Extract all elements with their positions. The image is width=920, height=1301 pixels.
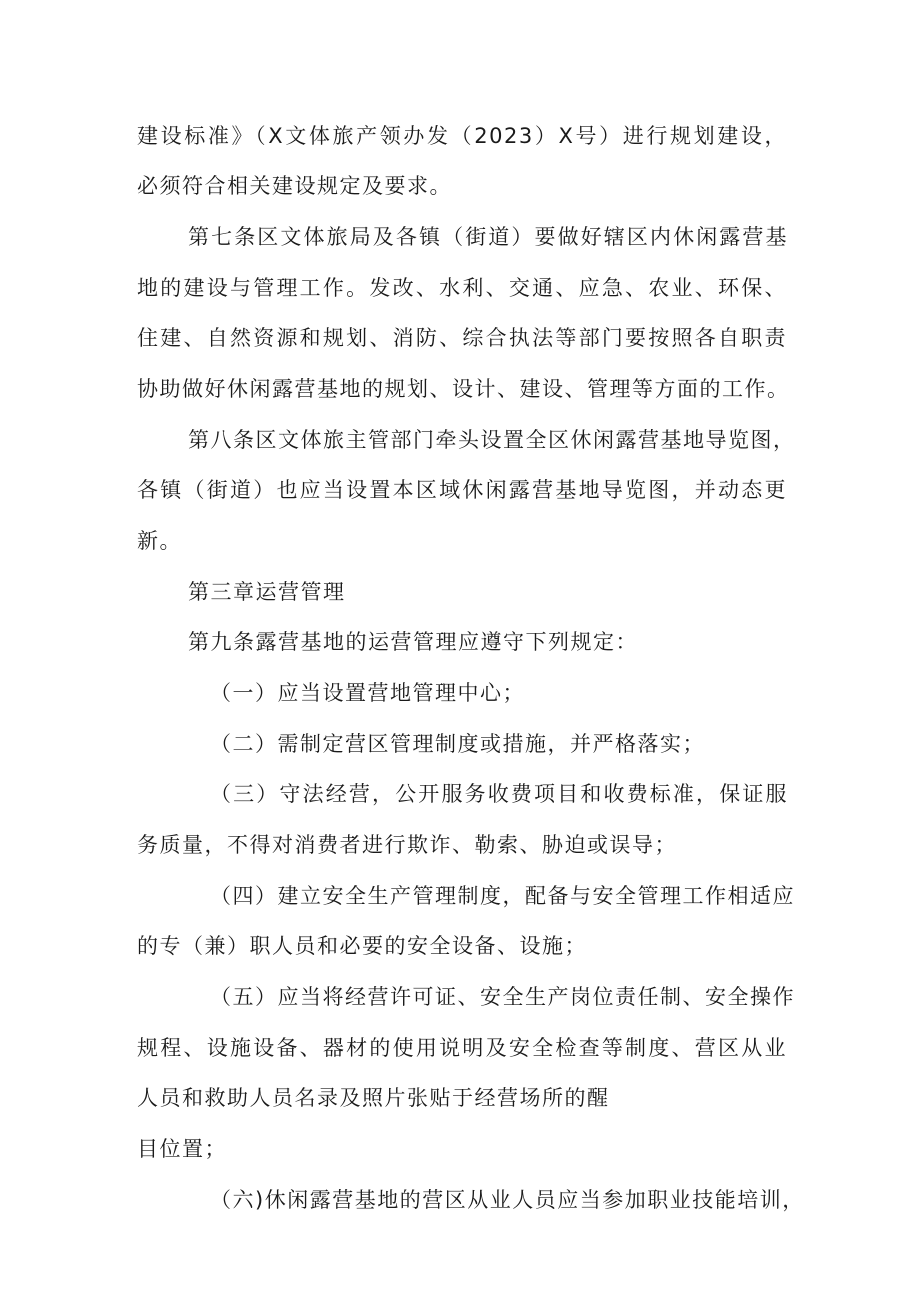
text-line: 各镇（街道）也应当设置本区域休闲露营基地导览图，并动态更 [137,478,787,502]
text-line: 第八条区文体旅主管部门牵头设置全区休闲露营基地导览图， [188,428,796,452]
text-line: 人员和救助人员名录及照片张贴于经营场所的醒 [137,1086,610,1110]
text-line: 的专（兼）职人员和必要的安全设备、设施； [137,934,587,958]
text-line: 规程、设施设备、器材的使用说明及安全检查等制度、营区从业 [137,1036,787,1060]
text-line: 住建、自然资源和规划、消防、综合执法等部门要按照各自职责 [137,326,787,350]
text-line: 必须符合相关建设规定及要求。 [137,174,452,198]
text-line: 地的建设与管理工作。发改、水利、交通、应急、农业、环保、 [137,276,787,300]
text-line: 新。 [137,529,182,553]
list-item: （三）守法经营，公开服务收费项目和收费标准，保证服 [210,782,788,806]
text-line: 第七条区文体旅局及各镇（街道）要做好辖区内休闲露营基 [188,225,788,249]
chapter-heading: 第三章运营管理 [188,580,346,604]
text-line: 务质量，不得对消费者进行欺诈、勒索、胁迫或误导； [137,833,677,857]
text-line: 建设标准》（X文体旅产领办发（2023）X号）进行规划建设， [137,124,787,148]
list-item: （六)休闲露营基地的营区从业人员应当参加职业技能培训， [210,1188,805,1212]
list-item: （一）应当设置营地管理中心； [210,681,525,705]
list-item: （二）需制定营区管理制度或措施，并严格落实； [210,732,705,756]
text-line: 第九条露营基地的运营管理应遵守下列规定： [188,630,638,654]
text-line: 目位置； [137,1137,227,1161]
list-item: （五）应当将经营许可证、安全生产岗位责任制、安全操作 [210,985,795,1009]
list-item: （四）建立安全生产管理制度，配备与安全管理工作相适应 [210,884,795,908]
text-line: 协助做好休闲露营基地的规划、设计、建设、管理等方面的工作。 [137,377,790,401]
